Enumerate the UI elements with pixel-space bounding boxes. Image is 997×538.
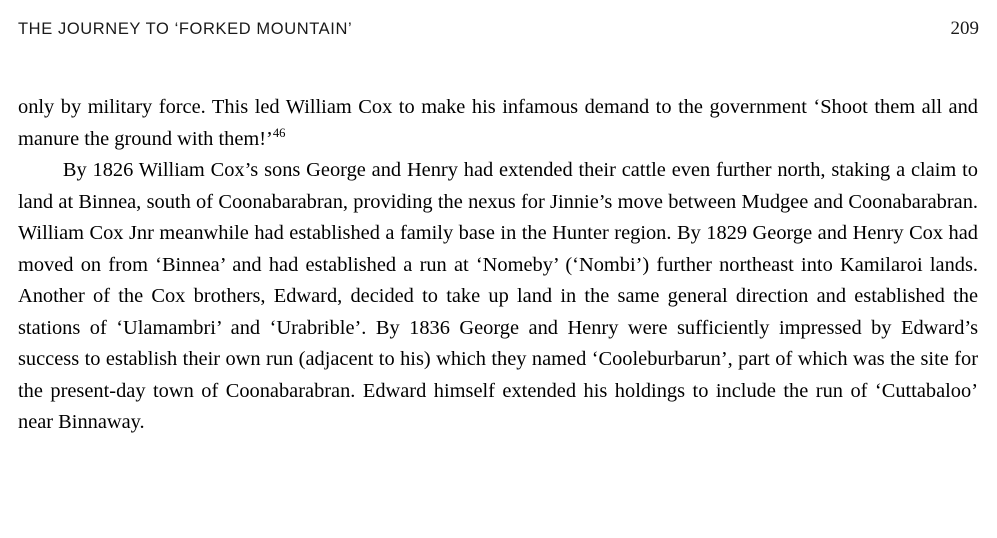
footnote-marker: 46 [272, 125, 286, 140]
paragraph-continuation [18, 92, 978, 155]
body-text [18, 92, 978, 439]
paragraph-1-text: only by military force. This led William Cox to make his infamous demand to the government ‘Shoot them all and manure the ground with them!’ [18, 96, 978, 150]
running-head-title: THE JOURNEY TO ‘FORKED MOUNTAIN’ [18, 20, 353, 38]
page-number: 209 [950, 18, 979, 39]
running-head [18, 18, 979, 40]
paragraph-2: By 1826 William Cox’s sons George and Henry had extended their cattle even further north, staking a claim to land at Binnea, south of Coonabarabran, providing the nexus for Jinnie’s move between Mudgee and Coonabarabran. William Cox Jnr meanwhile had established a family base in the Hunter region. By 1829 George and Henry Cox had moved on from ‘Binnea’ and had established a run at ‘Nomeby’ (‘Nombi’) further northeast into Kamilaroi lands. Another of the Cox brothers, Edward, decided to take up land in the same general direction and established the stations of ‘Ulamambri’ and ‘Urabrible’. By 1836 George and Henry were sufficiently impressed by Edward’s success to establish their own run (adjacent to his) which they named ‘Cooleburbarun’, part of which was the site for the present-day town of Coonabarabran. Edward himself extended his holdings to include the run of ‘Cuttabaloo’ near Binnaway. [18, 159, 978, 433]
